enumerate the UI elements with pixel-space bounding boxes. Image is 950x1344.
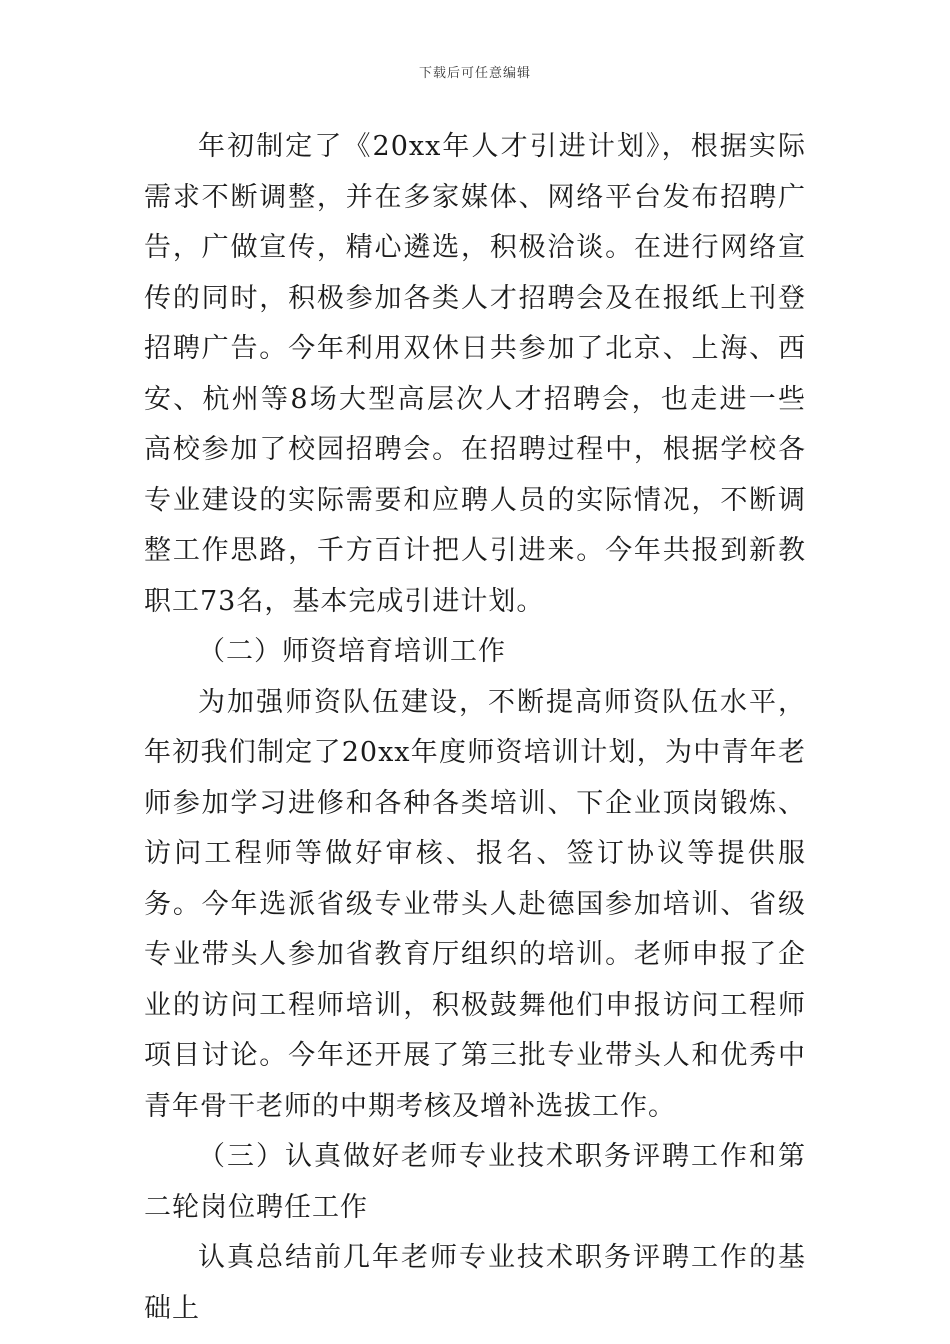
- paragraph-talent-introduction: 年初制定了《20xx年人才引进计划》，根据实际需求不断调整，并在多家媒体、网络平台发布招聘广告，广做宣传，精心遴选，积极洽谈。在进行网络宣传的同时，积极参加各类人才招聘会及在报纸上刊登招聘广告。今年利用双休日共参加了北京、上海、西安、杭州等8场大型高层次人才招聘会，也走进一些高校参加了校园招聘会。在招聘过程中，根据学校各专业建设的实际需要和应聘人员的实际情况，不断调整工作思路，千方百计把人引进来。今年共报到新教职工73名，基本完成引进计划。: [144, 131, 806, 617]
- document-body: [144, 122, 806, 1334]
- paragraph-title-evaluation: 认真总结前几年老师专业技术职务评聘工作的基础上: [144, 1242, 806, 1324]
- section-heading-title-evaluation: （三）认真做好老师专业技术职务评聘工作和第二轮岗位聘任工作: [144, 1141, 806, 1223]
- paragraph-teacher-training: 为加强师资队伍建设，不断提高师资队伍水平，年初我们制定了20xx年度师资培训计划，为中青年老师参加学习进修和各种各类培训、下企业顶岗锻炼、访问工程师等做好审核、报名、签订协议等提供服务。今年选派省级专业带头人赴德国参加培训、省级专业带头人参加省教育厅组织的培训。老师申报了企业的访问工程师培训，积极鼓舞他们申报访问工程师项目讨论。今年还开展了第三批专业带头人和优秀中青年骨干老师的中期考核及增补选拔工作。: [144, 686, 806, 1122]
- section-heading-teacher-training: （二）师资培育培训工作: [198, 636, 506, 667]
- page-header: 下载后可任意编辑: [418, 66, 531, 81]
